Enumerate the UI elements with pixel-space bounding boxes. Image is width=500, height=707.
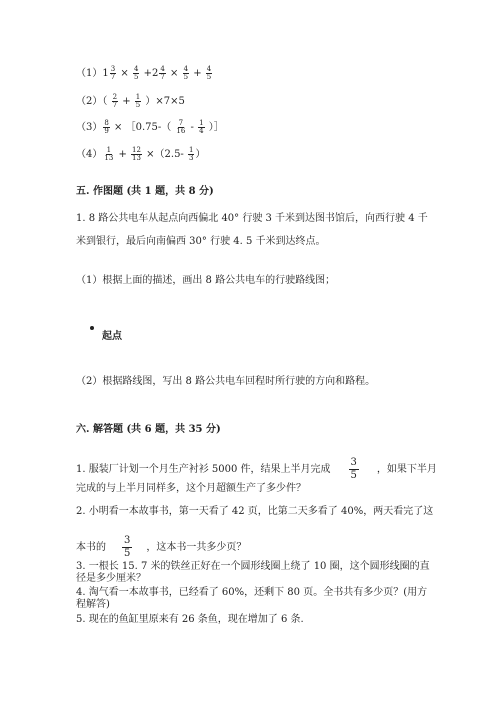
- fraction: $\frac{1}{13}$: [104, 146, 114, 162]
- calc-question-3: （3） $\frac{8}{9}$ × ［0.75-（ $\frac{7}{16}$ - $\frac{1}{4}$ ）］: [76, 119, 224, 135]
- fraction: $\frac{3}{5}$: [350, 457, 357, 481]
- drawing-subquestion-2: （2）根据路线图，写出 8 路公共电车回程时所行驶的方向和路程。: [76, 376, 376, 387]
- section-6-title: 六. 解答题 (共 6 题，共 35 分): [76, 424, 221, 435]
- start-point-dot: [90, 326, 94, 330]
- word-problem-1-line-2: 完成的与上半月同样多，这个月超额生产了多少件？: [76, 483, 306, 494]
- fraction: $\frac{1}{5}$: [135, 93, 141, 109]
- fraction: $\frac{12}{13}$: [132, 146, 141, 162]
- word-problem-3-line-1: 3. 一根长 15. 7 米的铁丝正好在一个圆形线圈上绕了 10 圈，这个圆形线圈的直: [76, 561, 430, 572]
- fraction: $\frac{2}{7}$: [112, 93, 118, 109]
- word-problem-4-line-2: 程解答): [76, 599, 110, 610]
- fraction: $\frac{4}{7}$: [160, 65, 165, 81]
- word-problem-2-line-1: 2. 小明看一本故事书，第一天看了 42 页，比第二天多看了 40%，两天看完了这: [76, 506, 434, 517]
- drawing-subquestion-1: （1）根据上面的描述，画出 8 路公共电车的行驶路线图；: [76, 275, 336, 286]
- fraction: $\frac{4}{5}$: [183, 65, 189, 81]
- fraction: $\frac{1}{4}$: [199, 119, 204, 135]
- word-problem-5: 5. 现在的鱼缸里原来有 26 条鱼，现在增加了 6 条.: [76, 614, 304, 625]
- question-label: （2）: [76, 96, 103, 107]
- calc-question-1: （1）1 $\frac{3}{7}$ × $\frac{4}{5}$ +2 $\frac{4}{7}$ × $\frac{4}{5}$ + $\frac{4}{5}$: [76, 65, 212, 81]
- fraction: $\frac{3}{5}$: [124, 535, 131, 559]
- word-problem-1-line-1: 1. 服装厂计划一个月生产衬衫 5000 件，结果上半月完成 $\frac{3}{5}$ ，如果下半月: [76, 457, 437, 481]
- start-point-label: 起点: [102, 331, 122, 342]
- word-problem-2-line-2: 本书的 $\frac{3}{5}$ ，这本书一共多少页？: [76, 535, 247, 559]
- section-5-title: 五. 作图题 (共 1 题，共 8 分): [76, 186, 214, 197]
- word-problem-3-line-2: 径是多少厘米？: [76, 573, 146, 584]
- fraction: $\frac{3}{7}$: [110, 65, 116, 81]
- calc-question-4: （4） $\frac{1}{13}$ + $\frac{12}{13}$ ×（2.5- $\frac{1}{3}$ ）: [76, 146, 206, 162]
- whole-number: 1: [102, 68, 109, 79]
- question-label: （3）: [76, 122, 103, 133]
- fraction: $\frac{4}{5}$: [133, 65, 139, 81]
- fraction: $\frac{1}{3}$: [189, 146, 194, 162]
- question-label: （1）: [76, 68, 103, 79]
- fraction: $\frac{4}{5}$: [206, 65, 212, 81]
- calc-question-2: （2）（ $\frac{2}{7}$ + $\frac{1}{5}$ ）×7×5: [76, 93, 185, 109]
- drawing-question-line-1: 1. 8 路公共电车从起点向西偏北 40° 行驶 3 千米到达图书馆后，向西行驶 4 千: [76, 213, 428, 224]
- fraction: $\frac{8}{9}$: [104, 119, 109, 135]
- question-label: （4）: [76, 149, 103, 160]
- drawing-question-line-2: 米到银行，最后向南偏西 30° 行驶 4. 5 千米到达终点。: [76, 236, 326, 247]
- fraction: $\frac{7}{16}$: [176, 119, 186, 135]
- word-problem-4-line-1: 4. 淘气看一本故事书，已经看了 60%，还剩下 80 页。全书共有多少页？(用方: [76, 587, 428, 598]
